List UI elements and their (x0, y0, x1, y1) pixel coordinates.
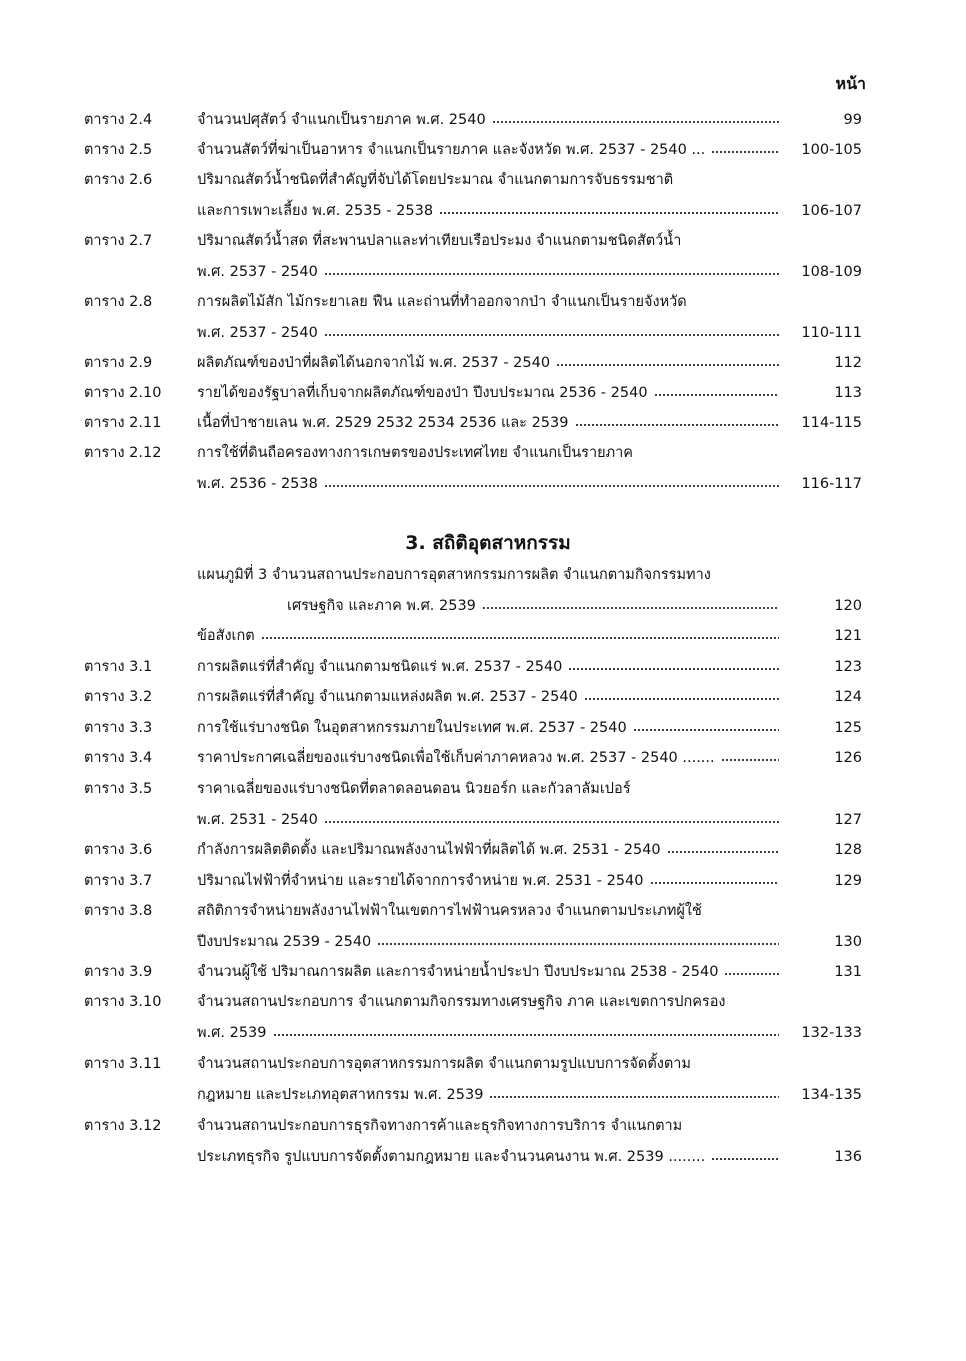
entry-title (197, 685, 783, 709)
page-number: 127 (834, 812, 862, 828)
entry-title (197, 138, 783, 162)
toc-entry-line (0, 1114, 966, 1138)
entry-text: สถิติการจำหน่ายพลังงานไฟฟ้าในเขตการไฟฟ้านครหลวง จำแนกตามประเภทผู้ใช้ (197, 903, 702, 919)
entry-text: ปริมาณสัตว์น้ำสด ที่สะพานปลาและท่าเทียบเรือประมง จำแนกตามชนิดสัตว์น้ำ (197, 233, 682, 249)
table-label: ตาราง 2.9 (84, 355, 153, 371)
page-number: 124 (834, 689, 862, 705)
entry-title (197, 1052, 783, 1076)
entry-title (197, 229, 783, 253)
leader-dots (711, 144, 779, 154)
entry-title (197, 838, 783, 862)
toc-entry-line (0, 411, 966, 435)
leader-dots (492, 114, 779, 124)
table-label: ตาราง 3.5 (84, 781, 153, 797)
entry-text: ปริมาณสัตว์น้ำชนิดที่สำคัญที่จับได้โดยประมาณ จำแนกตามการจับธรรมชาติ (197, 172, 674, 188)
entry-title (287, 594, 783, 618)
entry-title (197, 808, 783, 832)
toc-entry-line (0, 838, 966, 862)
table-label: ตาราง 2.10 (84, 385, 162, 401)
entry-title (197, 1083, 783, 1107)
leader-dots (711, 1151, 779, 1161)
toc-entry-line (0, 930, 966, 954)
leader-dots (273, 1027, 779, 1037)
page-number: 108-109 (801, 264, 862, 280)
entry-text: พ.ศ. 2531 - 2540 (197, 812, 318, 828)
entry-text: จำนวนสัตว์ที่ฆ่าเป็นอาหาร จำแนกเป็นรายภาค และจังหวัด พ.ศ. 2537 - 2540 ... (197, 142, 706, 158)
table-label: ตาราง 3.8 (84, 903, 153, 919)
toc-entry-line (0, 472, 966, 496)
entry-title (197, 1021, 783, 1045)
toc-entry-line (0, 138, 966, 162)
page-number: 129 (834, 873, 862, 889)
leader-dots (721, 752, 779, 762)
table-label: ตาราง 3.2 (84, 689, 153, 705)
leader-dots (324, 478, 779, 488)
table-label: ตาราง 2.4 (84, 112, 153, 128)
entry-title (197, 930, 783, 954)
toc-entry-line (0, 990, 966, 1014)
toc-entry-line (0, 869, 966, 893)
entry-text: ราคาประกาศเฉลี่ยของแร่บางชนิดเพื่อใช้เก็บค่าภาคหลวง พ.ศ. 2537 - 2540 ....... (197, 750, 715, 766)
leader-dots (654, 387, 779, 397)
toc-entry-line (0, 321, 966, 345)
entry-text: การผลิตแร่ที่สำคัญ จำแนกตามแหล่งผลิต พ.ศ. 2537 - 2540 (197, 689, 578, 705)
leader-dots (261, 630, 779, 640)
leader-dots (324, 814, 779, 824)
entry-title (197, 108, 783, 132)
entry-text: เนื้อที่ป่าชายเลน พ.ศ. 2529 2532 2534 2536 และ 2539 (197, 415, 569, 431)
leader-dots (667, 844, 779, 854)
leader-dots (556, 357, 779, 367)
entry-title (197, 777, 783, 801)
toc-entry-line (0, 381, 966, 405)
table-label: ตาราง 2.8 (84, 294, 153, 310)
table-label: ตาราง 3.7 (84, 873, 153, 889)
entry-text: จำนวนปศุสัตว์ จำแนกเป็นรายภาค พ.ศ. 2540 (197, 112, 486, 128)
entry-title (197, 1114, 783, 1138)
entry-text: การใช้แร่บางชนิด ในอุตสาหกรรมภายในประเทศ พ.ศ. 2537 - 2540 (197, 720, 627, 736)
table-label: ตาราง 2.12 (84, 445, 162, 461)
leader-dots (575, 417, 779, 427)
section-title: 3. สถิติอุตสาหกรรม (405, 532, 571, 554)
toc-entry-line (0, 685, 966, 709)
entry-text: ประเภทธุรกิจ รูปแบบการจัดตั้งตามกฎหมาย และจำนวนคนงาน พ.ศ. 2539 ........ (197, 1149, 706, 1165)
entry-title (197, 716, 783, 740)
entry-title (197, 290, 783, 314)
table-label: ตาราง 3.10 (84, 994, 162, 1010)
page-number: 112 (834, 355, 862, 371)
leader-dots (482, 600, 779, 610)
entry-text: จำนวนสถานประกอบการธุรกิจทางการค้าและธุรกิจทางการบริการ จำแนกตาม (197, 1118, 683, 1134)
page-column-header: หน้า (835, 74, 866, 93)
toc-entry-line (0, 746, 966, 770)
page-number: 134-135 (801, 1087, 862, 1103)
page-number: 125 (834, 720, 862, 736)
entry-title (197, 624, 783, 648)
toc-entry-line (0, 351, 966, 375)
entry-text: พ.ศ. 2536 - 2538 (197, 476, 318, 492)
entry-title (197, 869, 783, 893)
toc-entry-line (0, 108, 966, 132)
table-label: ตาราง 3.3 (84, 720, 153, 736)
page-number: 113 (834, 385, 862, 401)
entry-text: พ.ศ. 2537 - 2540 (197, 264, 318, 280)
entry-text: การผลิตไม้สัก ไม้กระยาเลย ฟืน และถ่านที่ทำออกจากป่า จำแนกเป็นรายจังหวัด (197, 294, 687, 310)
toc-entry-line (0, 899, 966, 923)
table-label: ตาราง 3.1 (84, 659, 153, 675)
toc-entry-line (0, 229, 966, 253)
entry-text: ข้อสังเกต (197, 628, 255, 644)
leader-dots (439, 205, 779, 215)
table-label: ตาราง 3.6 (84, 842, 153, 858)
page-number: 99 (843, 112, 862, 128)
entry-title (197, 960, 783, 984)
toc-entry-line (0, 655, 966, 679)
toc-entry-line (0, 1052, 966, 1076)
entry-text: พ.ศ. 2537 - 2540 (197, 325, 318, 341)
table-label: ตาราง 3.12 (84, 1118, 162, 1134)
entry-title (197, 411, 783, 435)
entry-title (197, 563, 783, 587)
table-label: ตาราง 3.9 (84, 964, 153, 980)
page-number: 136 (834, 1149, 862, 1165)
page-number: 100-105 (801, 142, 862, 158)
toc-entry-line (0, 199, 966, 223)
table-label: ตาราง 2.11 (84, 415, 162, 431)
toc-entry-line (0, 624, 966, 648)
page-number: 120 (834, 598, 862, 614)
entry-title (197, 472, 783, 496)
leader-dots (584, 691, 779, 701)
page-number: 116-117 (801, 476, 862, 492)
entry-text: ผลิตภัณฑ์ของป่าที่ผลิตได้นอกจากไม้ พ.ศ. 2537 - 2540 (197, 355, 551, 371)
toc-entry-line (0, 960, 966, 984)
toc-entry-line (0, 808, 966, 832)
toc-entry-line (0, 777, 966, 801)
entry-title (197, 168, 783, 192)
leader-dots (568, 661, 779, 671)
toc-entry-line (0, 1145, 966, 1169)
leader-dots (724, 966, 779, 976)
toc-entry-line (0, 260, 966, 284)
leader-dots (489, 1089, 779, 1099)
leader-dots (650, 875, 779, 885)
page-number: 126 (834, 750, 862, 766)
table-label: ตาราง 2.7 (84, 233, 153, 249)
entry-text: จำนวนผู้ใช้ ปริมาณการผลิต และการจำหน่ายน้ำประปา ปีงบประมาณ 2538 - 2540 (197, 964, 719, 980)
entry-title (197, 199, 783, 223)
entry-text: พ.ศ. 2539 (197, 1025, 267, 1041)
toc-entry-line (0, 168, 966, 192)
table-label: ตาราง 3.4 (84, 750, 153, 766)
entry-title (197, 899, 783, 923)
page-number: 106-107 (801, 203, 862, 219)
entry-title (197, 441, 783, 465)
entry-text: ปีงบประมาณ 2539 - 2540 (197, 934, 372, 950)
entry-text: การผลิตแร่ที่สำคัญ จำแนกตามชนิดแร่ พ.ศ. 2537 - 2540 (197, 659, 563, 675)
entry-text: กำลังการผลิตติดตั้ง และปริมาณพลังงานไฟฟ้าที่ผลิตได้ พ.ศ. 2531 - 2540 (197, 842, 661, 858)
page-number: 132-133 (801, 1025, 862, 1041)
entry-text: จำนวนสถานประกอบการ จำแนกตามกิจกรรมทางเศรษฐกิจ ภาค และเขตการปกครอง (197, 994, 726, 1010)
toc-entry-line (0, 1021, 966, 1045)
toc-entry-line (0, 290, 966, 314)
entry-text: การใช้ที่ดินถือครองทางการเกษตรของประเทศไทย จำแนกเป็นรายภาค (197, 445, 633, 461)
entry-title (197, 351, 783, 375)
entry-title (197, 746, 783, 770)
entry-text: ปริมาณไฟฟ้าที่จำหน่าย และรายได้จากการจำหน่าย พ.ศ. 2531 - 2540 (197, 873, 644, 889)
page-number: 114-115 (801, 415, 862, 431)
entry-text: จำนวนสถานประกอบการอุตสาหกรรมการผลิต จำแนกตามรูปแบบการจัดตั้งตาม (197, 1056, 691, 1072)
entry-title (197, 655, 783, 679)
toc-entry-line (0, 716, 966, 740)
page-number: 130 (834, 934, 862, 950)
page-number: 123 (834, 659, 862, 675)
entry-text: ราคาเฉลี่ยของแร่บางชนิดที่ตลาดลอนดอน นิวยอร์ก และกัวลาลัมเปอร์ (197, 781, 631, 797)
entry-text: กฎหมาย และประเภทอุตสาหกรรม พ.ศ. 2539 (197, 1087, 484, 1103)
toc-entry-line (0, 441, 966, 465)
entry-text: และการเพาะเลี้ยง พ.ศ. 2535 - 2538 (197, 203, 434, 219)
entry-text: เศรษฐกิจ และภาค พ.ศ. 2539 (287, 598, 476, 614)
page-number: 131 (834, 964, 862, 980)
leader-dots (633, 722, 779, 732)
entry-text: แผนภูมิที่ 3 จำนวนสถานประกอบการอุตสาหกรรมการผลิต จำแนกตามกิจกรรมทาง (197, 567, 711, 583)
entry-title (197, 260, 783, 284)
entry-title (197, 381, 783, 405)
leader-dots (324, 327, 779, 337)
entry-title (197, 1145, 783, 1169)
page-number: 121 (834, 628, 862, 644)
leader-dots (324, 266, 779, 276)
table-label: ตาราง 3.11 (84, 1056, 162, 1072)
entry-text: รายได้ของรัฐบาลที่เก็บจากผลิตภัณฑ์ของป่า ปีงบประมาณ 2536 - 2540 (197, 385, 648, 401)
toc-entry-line (0, 563, 966, 587)
page-number: 110-111 (801, 325, 862, 341)
leader-dots (377, 936, 779, 946)
page-number: 128 (834, 842, 862, 858)
table-label: ตาราง 2.6 (84, 172, 153, 188)
table-label: ตาราง 2.5 (84, 142, 153, 158)
toc-entry-line (0, 1083, 966, 1107)
entry-title (197, 321, 783, 345)
entry-title (197, 990, 783, 1014)
toc-entry-line (0, 594, 966, 618)
